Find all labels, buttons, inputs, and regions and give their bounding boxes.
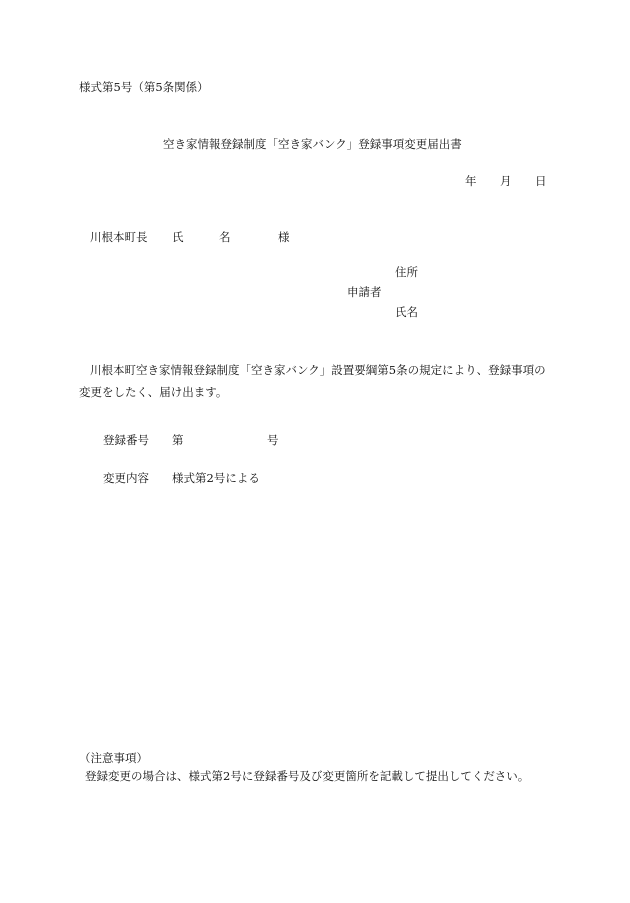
body-paragraph: 川根本町空き家情報登録制度「空き家バンク」設置要綱第5条の規定により、登録事項の変更をしたく、届け出ます。 <box>79 363 546 399</box>
registration-number-prefix: 第 <box>172 433 184 447</box>
applicant-address-label: 住所 <box>395 265 418 279</box>
change-content-label: 変更内容 <box>103 471 149 485</box>
notes-heading: （注意事項） <box>79 751 148 765</box>
date-day: 日 <box>535 174 547 188</box>
form-number: 様式第5号（第5条関係） <box>79 80 209 94</box>
addressee-name-2: 名 <box>219 230 231 244</box>
date-month: 月 <box>500 174 512 188</box>
document-title: 空き家情報登録制度「空き家バンク」登録事項変更届出書 <box>163 137 462 151</box>
addressee-name-1: 氏 <box>172 230 184 244</box>
applicant-name-label: 氏名 <box>395 305 418 319</box>
addressee-honorific: 様 <box>278 230 290 244</box>
registration-number-suffix: 号 <box>267 433 279 447</box>
date-year: 年 <box>465 174 477 188</box>
change-content-value: 様式第2号による <box>172 471 260 485</box>
applicant-label: 申請者 <box>347 285 382 299</box>
addressee-office: 川根本町長 <box>90 230 148 244</box>
registration-number-label: 登録番号 <box>103 433 149 447</box>
notes-text: 登録変更の場合は、様式第2号に登録番号及び変更箇所を記載して提出してください。 <box>85 769 530 783</box>
